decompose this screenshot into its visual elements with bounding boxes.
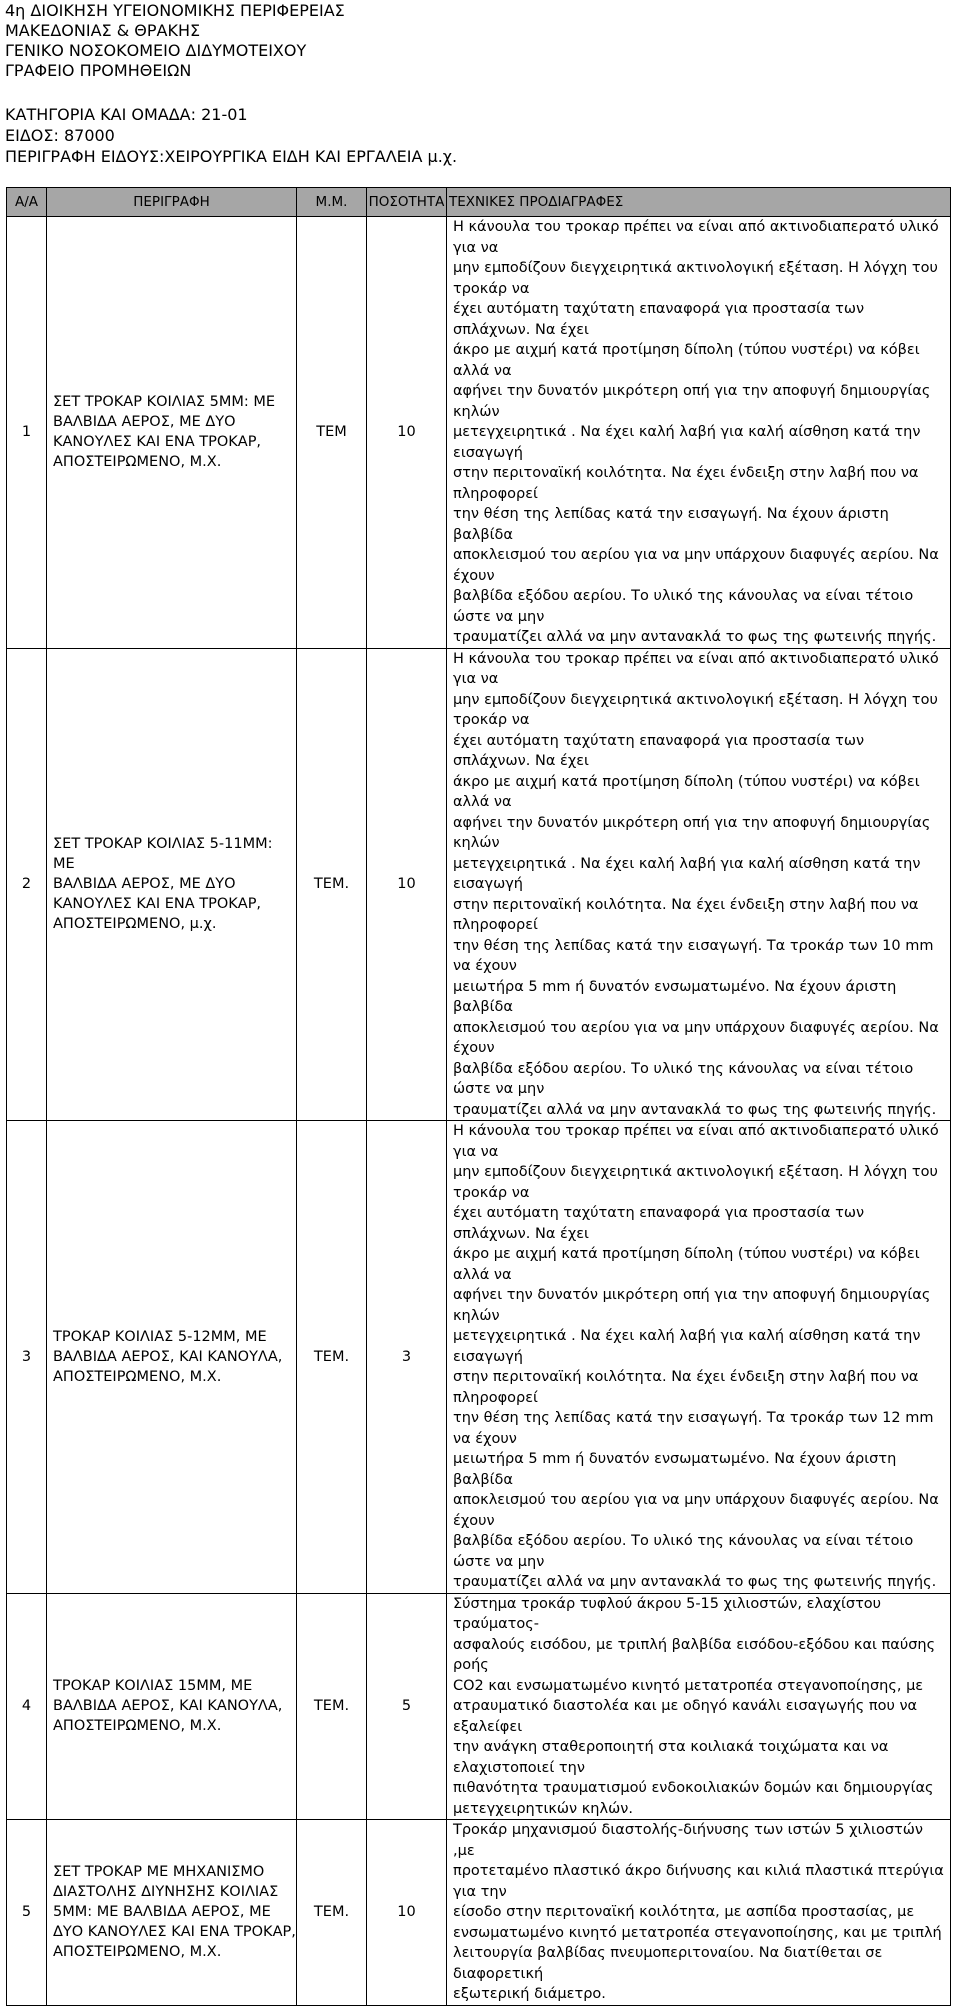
col-header-specs: ΤΕΧΝΙΚΕΣ ΠΡΟΔΙΑΓΡΑΦΕΣ	[447, 188, 951, 217]
spec-line: αφήνει την δυνατόν μικρότερη οπή για την αποφυγή δημιουργίας κηλών	[453, 1287, 931, 1324]
col-header-unit: Μ.Μ.	[297, 188, 367, 217]
spec-line: αφήνει την δυνατόν μικρότερη οπή για την αποφυγή δημιουργίας κηλών	[453, 814, 931, 851]
description-line: ΑΠΟΣΤΕΙΡΩΜΕΝΟ, Μ.Χ.	[53, 1944, 222, 1961]
cell-specs	[447, 1121, 951, 1594]
spec-line: βαλβίδα εξόδου αερίου. Το υλικό της κάνουλας να είναι τέτοιο ώστε να μην	[453, 1533, 914, 1570]
spec-line: είσοδο στην περιτοναϊκή κοιλότητα, με ασπίδα προστασίας, με	[453, 1904, 915, 1920]
description-line: 5ΜΜ: ΜΕ ΒΑΛΒΙΔΑ ΑΕΡΟΣ, ΜΕ	[53, 1904, 271, 1921]
cell-aa: 2	[7, 648, 47, 1121]
table-row	[7, 648, 951, 1121]
spec-line: βαλβίδα εξόδου αερίου. Το υλικό της κάνουλας να είναι τέτοιο ώστε να μην	[453, 588, 914, 625]
description-line: ΑΠΟΣΤΕΙΡΩΜΕΝΟ, Μ.Χ.	[53, 454, 222, 471]
table-row	[7, 1593, 951, 1820]
spec-line: άκρο με αιχμή κατά προτίμηση δίπολη (τύπου νυστέρι) να κόβει αλλά να	[453, 342, 920, 379]
header-line-2: ΜΑΚΕΔΟΝΙΑΣ & ΘΡΑΚΗΣ	[5, 21, 201, 40]
description-line: ΒΑΛΒΙΔΑ ΑΕΡΟΣ, ΜΕ ΔΥΟ	[53, 876, 236, 893]
cell-unit: ΤΕΜ.	[297, 1121, 367, 1594]
cell-specs	[447, 1593, 951, 1820]
cell-specs	[447, 648, 951, 1121]
spec-line: μην εμποδίζουν διεγχειρητικά ακτινολογική εξέταση. Η λόγχη του τροκάρ να	[453, 260, 938, 297]
spec-line: ενσωματωμένο κινητό μετατροπέα στεγανοποίησης, και με τριπλή	[453, 1924, 942, 1941]
description-line: ΤΡΟΚΑΡ ΚΟΙΛΙΑΣ 5-12ΜΜ, ΜΕ	[53, 1328, 267, 1345]
spec-line: στην περιτοναϊκή κοιλότητα. Να έχει ένδειξη στην λαβή που να πληροφορεί	[453, 896, 919, 933]
spec-line: στην περιτοναϊκή κοιλότητα. Να έχει ένδειξη στην λαβή που να πληροφορεί	[453, 465, 919, 502]
spec-line: μετεγχειρητικά . Να έχει καλή λαβή για καλή αίσθηση κατά την εισαγωγή	[453, 1328, 921, 1365]
spec-line: μην εμποδίζουν διεγχειρητικά ακτινολογική εξέταση. Η λόγχη του τροκάρ να	[453, 691, 938, 728]
header-item-description: ΠΕΡΙΓΡΑΦΗ ΕΙΔΟΥΣ:ΧΕΙΡΟΥΡΓΙΚΑ ΕΙΔΗ ΚΑΙ ΕΡΓΑΛΕΙΑ μ.χ.	[5, 147, 458, 166]
cell-unit: ΤΕΜ.	[297, 1593, 367, 1820]
table-row	[7, 1121, 951, 1594]
spec-line: έχει αυτόματη ταχύτατη επαναφορά για προστασία των σπλάχνων. Να έχει	[453, 732, 865, 769]
spec-line: έχει αυτόματη ταχύτατη επαναφορά για προστασία των σπλάχνων. Να έχει	[453, 301, 865, 338]
cell-description	[47, 217, 297, 649]
spec-line: βαλβίδα εξόδου αερίου. Το υλικό της κάνουλας να είναι τέτοιο ώστε να μην	[453, 1060, 914, 1097]
spec-line: την ανάγκη σταθεροποιητή στα κοιλιακά τοιχώματα και να ελαχιστοποιεί την	[453, 1739, 889, 1776]
spec-line: Σύστημα τροκάρ τυφλού άκρου 5-15 χιλιοστών, ελαχίστου τραύματος-	[453, 1595, 882, 1632]
cell-quantity: 10	[367, 217, 447, 649]
spec-line: μειωτήρα 5 mm ή δυνατόν ενσωματωμένο. Να έχουν άριστη βαλβίδα	[453, 1451, 897, 1488]
description-line: ΔΙΑΣΤΟΛΗΣ ΔΙΥΝΗΣΗΣ ΚΟΙΛΙΑΣ	[53, 1884, 279, 1901]
spec-line: μετεγχειρητικά . Να έχει καλή λαβή για καλή αίσθηση κατά την εισαγωγή	[453, 424, 921, 461]
description-line: ΑΠΟΣΤΕΙΡΩΜΕΝΟ, Μ.Χ.	[53, 1368, 222, 1385]
spec-line: έχει αυτόματη ταχύτατη επαναφορά για προστασία των σπλάχνων. Να έχει	[453, 1205, 865, 1242]
spec-line: τραυματίζει αλλά να μην αντανακλά το φως της φωτεινής πηγής.	[453, 629, 937, 645]
table-header-row	[7, 188, 951, 217]
col-header-description: ΠΕΡΙΓΡΑΦΗ	[47, 188, 297, 217]
cell-description	[47, 1593, 297, 1820]
spec-line: την θέση της λεπίδας κατά την εισαγωγή. Να έχουν άριστη βαλβίδα	[453, 506, 889, 543]
spec-line: προτεταμένο πλαστικό άκρο διήνυσης και κιλιά πλαστικά πτερύγια για την	[453, 1863, 944, 1900]
header-line-3: ΓΕΝΙΚΟ ΝΟΣΟΚΟΜΕΙΟ ΔΙΔΥΜΟΤΕΙΧΟΥ	[5, 41, 307, 60]
description-line: ΑΠΟΣΤΕΙΡΩΜΕΝΟ, μ.χ.	[53, 916, 217, 933]
spec-line: τραυματίζει αλλά να μην αντανακλά το φως της φωτεινής πηγής.	[453, 1574, 937, 1590]
cell-quantity: 5	[367, 1593, 447, 1820]
description-line: ΚΑΝΟΥΛΕΣ ΚΑΙ ΕΝΑ ΤΡΟΚΑΡ,	[53, 434, 262, 451]
description-line: ΒΑΛΒΙΔΑ ΑΕΡΟΣ, ΚΑΙ ΚΑΝΟΥΛΑ,	[53, 1348, 283, 1365]
spec-line: εξωτερική διάμετρο.	[453, 1986, 606, 2002]
cell-aa: 5	[7, 1820, 47, 2006]
cell-unit: ΤΕΜ.	[297, 1820, 367, 2006]
header-line-1: 4η ΔΙΟΙΚΗΣΗ ΥΓΕΙΟΝΟΜΙΚΗΣ ΠΕΡΙΦΕΡΕΙΑΣ	[5, 1, 345, 20]
spec-line: τραυματίζει αλλά να μην αντανακλά το φως της φωτεινής πηγής.	[453, 1101, 937, 1118]
description-line: ΣΕΤ ΤΡΟΚΑΡ ΚΟΙΛΙΑΣ 5-11ΜΜ: ΜΕ	[53, 836, 273, 873]
spec-line: την θέση της λεπίδας κατά την εισαγωγή. Τα τροκάρ των 12 mm να έχουν	[453, 1410, 934, 1447]
cell-aa: 3	[7, 1121, 47, 1594]
cell-aa: 1	[7, 217, 47, 649]
spec-line: Η κάνουλα του τροκαρ πρέπει να είναι από ακτινοδιαπερατό υλικό για να	[453, 219, 939, 256]
spec-line: μειωτήρα 5 mm ή δυνατόν ενσωματωμένο. Να έχουν άριστη βαλβίδα	[453, 978, 897, 1015]
spec-line: μετεγχειρητικά . Να έχει καλή λαβή για καλή αίσθηση κατά την εισαγωγή	[453, 855, 921, 892]
col-header-quantity: ΠΟΣΟΤΗΤΑ	[367, 188, 447, 217]
header-line-4: ΓΡΑΦΕΙΟ ΠΡΟΜΗΘΕΙΩΝ	[5, 61, 192, 80]
spec-line: την θέση της λεπίδας κατά την εισαγωγή. Τα τροκάρ των 10 mm να έχουν	[453, 937, 934, 974]
cell-description	[47, 648, 297, 1121]
description-line: ΒΑΛΒΙΔΑ ΑΕΡΟΣ, ΚΑΙ ΚΑΝΟΥΛΑ,	[53, 1698, 283, 1715]
spec-line: αποκλεισμού του αερίου για να μην υπάρχουν διαφυγές αερίου. Να έχουν	[453, 1019, 939, 1056]
spec-line: άκρο με αιχμή κατά προτίμηση δίπολη (τύπου νυστέρι) να κόβει αλλά να	[453, 1246, 920, 1283]
spec-line: αφήνει την δυνατόν μικρότερη οπή για την αποφυγή δημιουργίας κηλών	[453, 383, 931, 420]
description-line: ΑΠΟΣΤΕΙΡΩΜΕΝΟ, Μ.Χ.	[53, 1718, 222, 1735]
spec-line: μην εμποδίζουν διεγχειρητικά ακτινολογική εξέταση. Η λόγχη του τροκάρ να	[453, 1164, 938, 1201]
cell-description	[47, 1820, 297, 2006]
spec-line: μετεγχειρητικών κηλών.	[453, 1800, 633, 1817]
cell-specs	[447, 1820, 951, 2006]
spec-line: Τροκάρ μηχανισμού διαστολής-διήνυσης των ιστών 5 χιλιοστών ,με	[453, 1822, 923, 1859]
spec-line: ατραυματικό διαστολέα και με οδηγό κανάλι εισαγωγής που να εξαλείφει	[453, 1698, 918, 1735]
description-line: ΤΡΟΚΑΡ ΚΟΙΛΙΑΣ 15ΜΜ, ΜΕ	[53, 1678, 253, 1695]
cell-quantity: 10	[367, 1820, 447, 2006]
col-header-aa: Α/Α	[7, 188, 47, 217]
spec-line: πιθανότητα τραυματισμού ενδοκοιλιακών δομών και δημιουργίας	[453, 1780, 934, 1796]
cell-specs	[447, 217, 951, 649]
header-category: ΚΑΤΗΓΟΡΙΑ ΚΑΙ ΟΜΑΔΑ: 21-01	[5, 105, 248, 124]
cell-quantity: 3	[367, 1121, 447, 1594]
spec-line: λειτουργία βαλβίδας πνευμοπεριτοναίου. Να διατίθεται σε διαφορετική	[453, 1945, 883, 1982]
table-row	[7, 1820, 951, 2006]
cell-unit: ΤΕΜ.	[297, 648, 367, 1121]
description-line: ΣΕΤ ΤΡΟΚΑΡ ΚΟΙΛΙΑΣ 5ΜΜ: ΜΕ	[53, 394, 276, 411]
spec-line: ασφαλούς εισόδου, με τριπλή βαλβίδα εισόδου-εξόδου και παύσης ροής	[453, 1636, 936, 1673]
spec-line: αποκλεισμού του αερίου για να μην υπάρχουν διαφυγές αερίου. Να έχουν	[453, 1492, 939, 1529]
spec-line: αποκλεισμού του αερίου για να μην υπάρχουν διαφυγές αερίου. Να έχουν	[453, 547, 939, 584]
header-item-code: ΕΙΔΟΣ: 87000	[5, 126, 115, 145]
table-row	[7, 217, 951, 649]
spec-line: στην περιτοναϊκή κοιλότητα. Να έχει ένδειξη στην λαβή που να πληροφορεί	[453, 1369, 919, 1406]
spec-line: άκρο με αιχμή κατά προτίμηση δίπολη (τύπου νυστέρι) να κόβει αλλά να	[453, 773, 920, 810]
description-line: ΚΑΝΟΥΛΕΣ ΚΑΙ ΕΝΑ ΤΡΟΚΑΡ,	[53, 896, 262, 913]
spec-line: CO2 και ενσωματωμένο κινητό μετατροπέα στεγανοποίησης, με	[453, 1677, 924, 1694]
description-line: ΣΕΤ ΤΡΟΚΑΡ ΜΕ ΜΗΧΑΝΙΣΜΟ	[53, 1864, 265, 1881]
description-line: ΒΑΛΒΙΔΑ ΑΕΡΟΣ, ΜΕ ΔΥΟ	[53, 414, 236, 431]
description-line: ΔΥΟ ΚΑΝΟΥΛΕΣ ΚΑΙ ΕΝΑ ΤΡΟΚΑΡ,	[53, 1924, 296, 1941]
cell-aa: 4	[7, 1593, 47, 1820]
spec-line: Η κάνουλα του τροκαρ πρέπει να είναι από ακτινοδιαπερατό υλικό για να	[453, 1123, 939, 1160]
procurement-table	[6, 187, 951, 2006]
spec-line: Η κάνουλα του τροκαρ πρέπει να είναι από ακτινοδιαπερατό υλικό για να	[453, 650, 939, 687]
cell-unit: ΤΕΜ	[297, 217, 367, 649]
cell-quantity: 10	[367, 648, 447, 1121]
cell-description	[47, 1121, 297, 1594]
